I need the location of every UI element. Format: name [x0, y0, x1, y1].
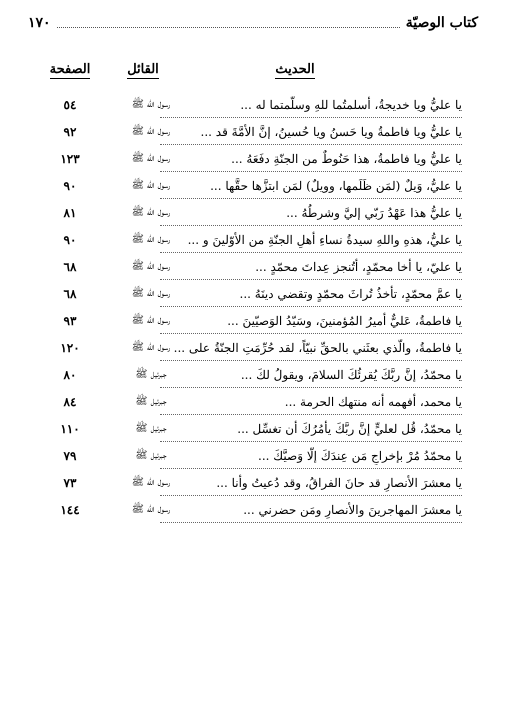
- hadith-text: يا معشرَ المهاجرينَ والأنصارِ ومَن حضرني ...: [243, 503, 462, 517]
- table-row: [0, 339, 510, 365]
- row-dotted-line: [160, 333, 462, 334]
- hadith-text: يا عليّ، يا أخا محمّدٍ، أتُنجز عِداتَ محمّدٍ ...: [255, 260, 462, 274]
- hadith-text: يا عليُّ ويا خديجةُ، أسلمتُما للهِ وسلَّمتما له ...: [240, 98, 462, 112]
- page-ref: ٧٩: [63, 449, 77, 463]
- row-dotted-line: [160, 279, 462, 280]
- book-title: كتاب الوصيّة: [405, 15, 478, 31]
- hadith-text: يا محمّدُ، إنَّ ربَّكَ يُقرئُكَ السلامَ، ويقولُ لكَ ...: [240, 368, 462, 382]
- table-row: [0, 501, 510, 527]
- hadith-text: يا محمّدُ مُرْ بإخراجِ مَن عِندَكَ إلّا وَصيَّكَ ...: [258, 449, 462, 463]
- page-ref: ٦٨: [63, 260, 77, 274]
- row-dotted-line: [160, 522, 462, 523]
- page-number: ١٧٠: [28, 15, 51, 31]
- column-header-speaker: القائل: [127, 62, 159, 77]
- page-ref: ١٢٠: [60, 341, 80, 355]
- hadith-text: يا عليُّ، هذهِ واللهِ سيدةُ نساءِ أهلِ الجنّةِ من الأوّلينَ و ...: [187, 233, 462, 247]
- page-ref: ٩٢: [63, 125, 77, 139]
- page-ref: ٦٨: [63, 287, 77, 301]
- table-row: [0, 123, 510, 149]
- speaker: جبرئيل ﷺ: [135, 450, 167, 461]
- speaker: جبرئيل ﷺ: [135, 396, 167, 407]
- row-dotted-line: [160, 198, 462, 199]
- speaker: رسول الله ﷺ: [131, 315, 171, 326]
- hadith-text: يا عليُّ ويا فاطمةُ ويا حَسنُ ويا حُسينُ، إنَّ الأمَّةَ قد ...: [200, 125, 462, 139]
- page-ref: ١٤٤: [60, 503, 80, 517]
- page-ref: ٩٠: [63, 233, 77, 247]
- row-dotted-line: [160, 144, 462, 145]
- speaker: رسول الله ﷺ: [131, 153, 171, 164]
- hadith-text: يا فاطمةُ، عَليٌّ أميرُ المُؤمنينَ، وسَيّدُ الوَصيّينَ ...: [227, 314, 462, 328]
- speaker: رسول الله ﷺ: [131, 99, 171, 110]
- table-row: [0, 204, 510, 230]
- speaker: رسول الله ﷺ: [131, 180, 171, 191]
- page-ref: ٥٤: [63, 98, 77, 112]
- table-row: [0, 312, 510, 338]
- row-dotted-line: [160, 468, 462, 469]
- row-dotted-line: [160, 387, 462, 388]
- row-dotted-line: [160, 252, 462, 253]
- row-dotted-line: [160, 414, 462, 415]
- speaker: رسول الله ﷺ: [131, 342, 171, 353]
- table-row: [0, 177, 510, 203]
- table-row: [0, 258, 510, 284]
- header-dotted-leader: [57, 19, 400, 28]
- speaker: رسول الله ﷺ: [131, 504, 171, 515]
- speaker: جبرئيل ﷺ: [135, 423, 167, 434]
- table-row: [0, 393, 510, 419]
- table-row: [0, 231, 510, 257]
- page-ref: ١١٠: [60, 422, 80, 436]
- table-row: [0, 366, 510, 392]
- table-row: [0, 420, 510, 446]
- page-ref: ٨٠: [63, 368, 77, 382]
- row-dotted-line: [160, 441, 462, 442]
- hadith-text: يا فاطمةُ، والّذي بعثَني بالحقِّ نبيّاً، لقد حُرِّمَتِ الجنّةُ على ...: [173, 341, 462, 355]
- page-ref: ٨١: [63, 206, 77, 220]
- row-dotted-line: [160, 495, 462, 496]
- speaker: رسول الله ﷺ: [131, 126, 171, 137]
- table-row: [0, 447, 510, 473]
- page-ref: ٩٠: [63, 179, 77, 193]
- page-header: [28, 12, 478, 34]
- page-ref: ٨٤: [63, 395, 77, 409]
- speaker: رسول الله ﷺ: [131, 207, 171, 218]
- hadith-text: يا معشرَ الأنصارِ قد حانَ الفراقُ، وقد دُعيتُ وأنا ...: [216, 476, 462, 490]
- table-row: [0, 285, 510, 311]
- row-dotted-line: [160, 306, 462, 307]
- column-header-hadith: الحديث: [275, 62, 315, 77]
- row-dotted-line: [160, 225, 462, 226]
- hadith-text: يا عليُّ ويا فاطمةُ، هذا حَنُوطٌ من الجنّةِ دفَعَهُ ...: [231, 152, 462, 166]
- hadith-text: يا محمد، أفهمه أنه منتهك الحرمة ...: [284, 395, 462, 409]
- table-row: [0, 150, 510, 176]
- hadith-text: يا عليُّ، وَيلٌ (لمَن ظَلَمها، وويلٌ) لمَن ابتزَّها حقَّها ...: [210, 179, 462, 193]
- column-header-page: الصفحة: [49, 62, 91, 77]
- table-row: [0, 474, 510, 500]
- row-dotted-line: [160, 117, 462, 118]
- speaker: رسول الله ﷺ: [131, 234, 171, 245]
- page-ref: ٩٣: [63, 314, 77, 328]
- page-ref: ١٢٣: [60, 152, 80, 166]
- hadith-text: يا عليُّ هذا عَهْدُ رَبّي إليَّ وشرطُهُ ...: [286, 206, 462, 220]
- speaker: رسول الله ﷺ: [131, 477, 171, 488]
- row-dotted-line: [160, 171, 462, 172]
- speaker: رسول الله ﷺ: [131, 261, 171, 272]
- row-dotted-line: [160, 360, 462, 361]
- speaker: جبرئيل ﷺ: [135, 369, 167, 380]
- speaker: رسول الله ﷺ: [131, 288, 171, 299]
- page-ref: ٧٣: [63, 476, 77, 490]
- table-row: [0, 96, 510, 122]
- hadith-text: يا محمّدُ، قُل لعليٍّ إنَّ ربَّكَ يأمُرُكَ أن تغسِّل ...: [237, 422, 462, 436]
- hadith-text: يا عمَّ محمّدٍ، تأخذُ تُراثَ محمّدٍ وتقضي دينَهُ ...: [239, 287, 462, 301]
